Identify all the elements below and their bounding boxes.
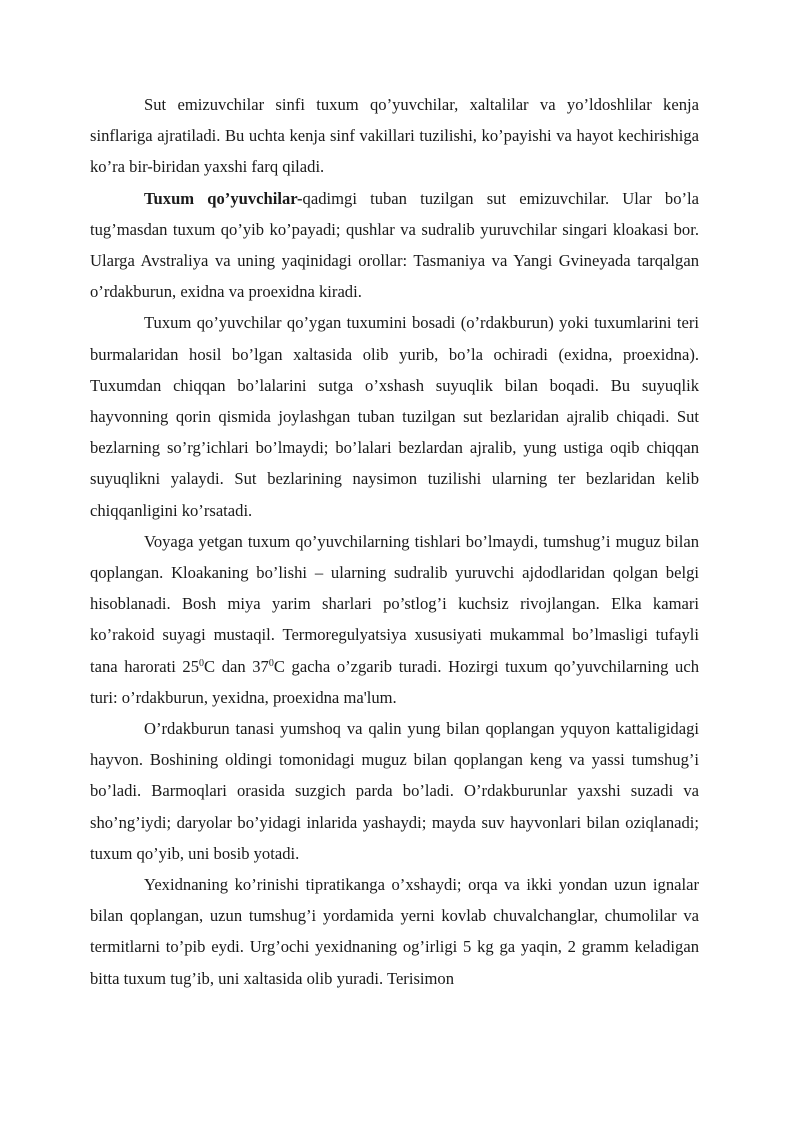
paragraph-text: C gacha o’zgarib turadi. Hozirgi tuxum qo’yuvchilarning uch turi: o’rdakburun, yexidna, proexidna ma'lum. bbox=[90, 656, 699, 707]
paragraph-subclasses bbox=[90, 89, 699, 183]
document-page bbox=[90, 89, 699, 994]
paragraph-reproduction bbox=[90, 307, 699, 525]
paragraph-text: C dan 37 bbox=[204, 656, 269, 676]
paragraph-text: Sut emizuvchilar sinfi tuxum qo’yuvchilar, xaltalilar va yo’ldoshlilar kenja sinflariga ajratiladi. Bu uchta kenja sinf vakillari tuzilishi, ko’payishi va hayot kechirishiga ko’ra bir-biridan yaxshi farq qiladi. bbox=[90, 95, 699, 177]
paragraph-adult-features bbox=[90, 526, 699, 713]
bold-term: Tuxum qo’yuvchilar- bbox=[144, 188, 303, 208]
paragraph-platypus bbox=[90, 713, 699, 869]
paragraph-monotremes-intro bbox=[90, 183, 699, 308]
paragraph-text: Yexidnaning ko’rinishi tipratikanga o’xshaydi; orqa va ikki yondan uzun ignalar bilan qoplangan, uzun tumshug’i yordamida yerni kovlab chuvalchanglar, chumolilar va termitlarni to’pib eydi. Urg’ochi yexidnaning og’irligi 5 kg ga yaqin, 2 gramm keladigan bitta tuxum tug’ib, uni xaltasida olib yuradi. Terisimon bbox=[90, 875, 699, 988]
paragraph-text: O’rdakburun tanasi yumshoq va qalin yung bilan qoplangan yquyon kattaligidagi hayvon. Boshining oldingi tomonidagi muguz bilan qoplangan keng va yassi tumshug’i bo’ladi. Barmoqlari orasida suzgich parda bo’ladi. O’rdakburunlar yaxshi suzadi va sho’ng’iydi; daryolar bo’yidagi inlarida yashaydi; mayda suv hayvonlari bilan oziqlanadi; tuxum qo’yib, uni bosib yotadi. bbox=[90, 719, 699, 863]
degree-superscript: 0 bbox=[268, 657, 274, 669]
paragraph-text: qadimgi tuban tuzilgan sut emizuvchilar. Ular bo’la tug’masdan tuxum qo’yib ko’payadi; qushlar va sudralib yuruvchilar singari kloakasi bor. Ularga Avstraliya va uning yaqinidagi orollar: Tasmaniya va Yangi Gvineyada tarqalgan o’rdakburun, exidna va proexidna kiradi. bbox=[90, 188, 699, 302]
degree-superscript: 0 bbox=[199, 657, 205, 669]
paragraph-text: Voyaga yetgan tuxum qo’yuvchilarning tishlari bo’lmaydi, tumshug’i muguz bilan qoplangan. Kloakaning bo’lishi – ularning sudralib yuruvchi ajdodlaridan qolgan belgi hisoblanadi. Bosh miya yarim sharlari po’stlog’i kuchsiz rivojlangan. Elka kamari ko’rakoid suyagi mustaqil. Termoregulyatsiya xususiyati mukammal bo’lmasligi tufayli tana harorati 25 bbox=[90, 531, 699, 676]
paragraph-text: Tuxum qo’yuvchilar qo’ygan tuxumini bosadi (o’rdakburun) yoki tuxumlarini teri burmalaridan hosil bo’lgan xaltasida olib yurib, bo’la ochiradi (exidna, proexidna). Tuxumdan chiqqan bo’lalarini sutga o’xshash suyuqlik bilan boqadi. Bu suyuqlik hayvonning qorin qismida joylashgan tuban tuzilgan sut bezlaridan ajralib chiqadi. Sut bezlarning so’rg’ichlari bo’lmaydi; bo’lalari bezlardan ajralib, yung ustiga oqib chiqqan suyuqlikni yalaydi. Sut bezlarining naysimon tuzilishi ularning ter bezlaridan kelib chiqqanligini ko’rsatadi. bbox=[90, 313, 699, 520]
paragraph-echidna bbox=[90, 869, 699, 994]
